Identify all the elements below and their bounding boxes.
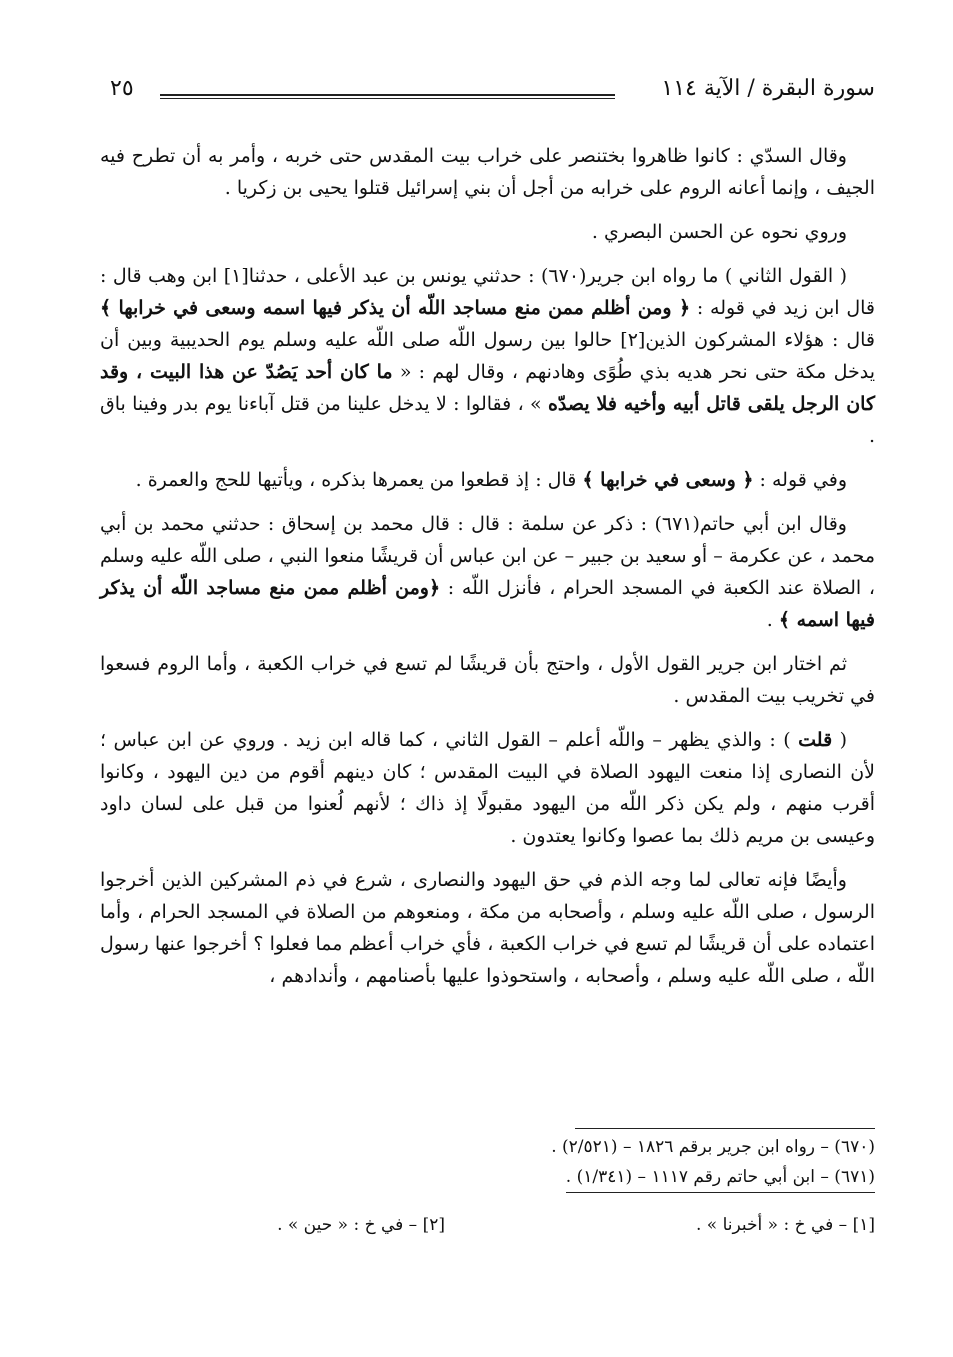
text-run: وروي نحوه عن الحسن البصري .	[591, 221, 847, 243]
note-2: [٢] – في خ : « حين » .	[277, 1215, 445, 1235]
text-run: .	[766, 609, 779, 631]
text-run: ) : والذي يظهر – واللّه أعلم – القول الثاني ، كما قاله ابن زيد . وروي عن ابن عباس ؛ لأن النصارى إذا منعت اليهود الصلاة في البيت المقدس ؛ كان دينهم أقوم من دين اليهود ، وكانوا أقرب منهم ، ولم يكن ذكر اللّه من اليهود مقبولًا إذ ذاك ؛ لأنهم لُعنوا من قبل على لسان داود وعيسى بن مريم ذلك بما عصوا وكانوا يعتدون .	[100, 729, 875, 847]
quoted-text: ما كان أحد يَصُدّ عن هذا البيت ، وقد كان الرجل يلقى قاتل أبيه وأخيه فلا يصدّه	[100, 361, 875, 415]
header-rule	[160, 94, 615, 99]
paragraph	[100, 216, 875, 248]
footnote-671: (٦٧١) – ابن أبي حاتم رقم ١١١٧ – (١/٣٤١) .	[566, 1162, 875, 1193]
text-run: ثم اختار ابن جرير القول الأول ، واحتج بأن قريشًا لم تسع في خراب الكعبة ، وأما الروم فسعوا في تخريب بيت المقدس .	[100, 653, 875, 707]
quoted-text: ﴿ ومن أظلم ممن منع مساجد اللّه أن يذكر فيها اسمه وسعى في خرابها ﴾	[100, 297, 691, 319]
text-run: وفي قوله :	[753, 469, 847, 491]
text-run: » ، فقالوا : لا يدخل علينا من قتل آباءنا يوم بدر وفينا باق .	[100, 393, 875, 447]
footnote-670: (٦٧٠) – رواه ابن جرير برقم ١٨٢٦ – (٢/٥٢١) .	[551, 1137, 875, 1157]
text-run: (	[832, 729, 848, 751]
paragraph	[100, 140, 875, 204]
text-run: وقال السدّي : كانوا ظاهروا بختنصر على خراب بيت المقدس حتى خربه ، وأمر به أن تطرح فيه الجيف ، وإنما أعانه الروم على خرابه من أجل أن بني إسرائيل قتلوا يحيى بن زكريا .	[100, 145, 875, 199]
footnote-rule	[575, 1128, 875, 1129]
text-run: قال : هؤلاء المشركون الذين[٢] حالوا بين رسول اللّه صلى اللّه عليه وسلم يوم الحديبية وبين أن يدخل مكة حتى نحر هديه بذي طُوًى وهادنهم ، وقال لهم : «	[100, 329, 875, 383]
text-run: وقال ابن أبي حاتم(٦٧١) : ذكر عن سلمة : قال : قال محمد بن إسحاق : حدثني محمد بن أبي محمد ، عن عكرمة – أو سعيد بن جبير – عن ابن عباس أن قريشًا منعوا النبي ، صلى اللّه عليه وسلم ، الصلاة عند الكعبة في المسجد الحرام ، فأنزل اللّه :	[100, 513, 875, 599]
body-text	[100, 140, 875, 1004]
quoted-text: ﴿ومن أظلم ممن منع مساجد اللّه أن يذكر فيها اسمه ﴾	[100, 577, 875, 631]
text-run: ( القول الثاني ) ما رواه ابن جرير(٦٧٠) : حدثني يونس بن عبد الأعلى ، حدثنا[١] ابن وهب قال : قال ابن زيد في قوله :	[100, 265, 876, 319]
text-run: قال : إذ قطعوا من يعمرها بذكره ، ويأتيها للحج والعمرة .	[135, 469, 583, 491]
text-run: وأيضًا فإنه تعالى لما وجه الذم في حق اليهود والنصارى ، شرع في ذم المشركين الذين أخرجوا الرسول ، صلى اللّه عليه وسلم ، وأصحابه من مكة ، ومنعوهم من الصلاة في المسجد الحرام ، وأما اعتماده على أن قريشًا لم تسع في خراب الكعبة ، فأي خراب أعظم مما فعلوا ؟ أخرجوا عنها رسول اللّه ، صلى اللّه عليه وسلم ، وأصحابه ، واستحوذوا عليها بأصنامهم ، وأندادهم ،	[100, 869, 875, 987]
paragraph	[100, 260, 875, 452]
paragraph	[100, 724, 875, 852]
footnotes	[100, 1132, 875, 1193]
paragraph	[100, 648, 875, 712]
page-header	[100, 72, 875, 112]
quoted-text: ﴿ وسعى في خرابها ﴾	[582, 469, 754, 491]
header-title: سورة البقرة / الآية ١١٤	[661, 76, 875, 101]
paragraph	[100, 508, 875, 636]
page-number: ٢٥	[110, 76, 134, 101]
note-1: [١] – في خ : « أخبرنا » .	[696, 1215, 875, 1235]
paragraph	[100, 864, 875, 992]
paragraph	[100, 464, 875, 496]
quoted-text: قلت	[798, 729, 833, 751]
